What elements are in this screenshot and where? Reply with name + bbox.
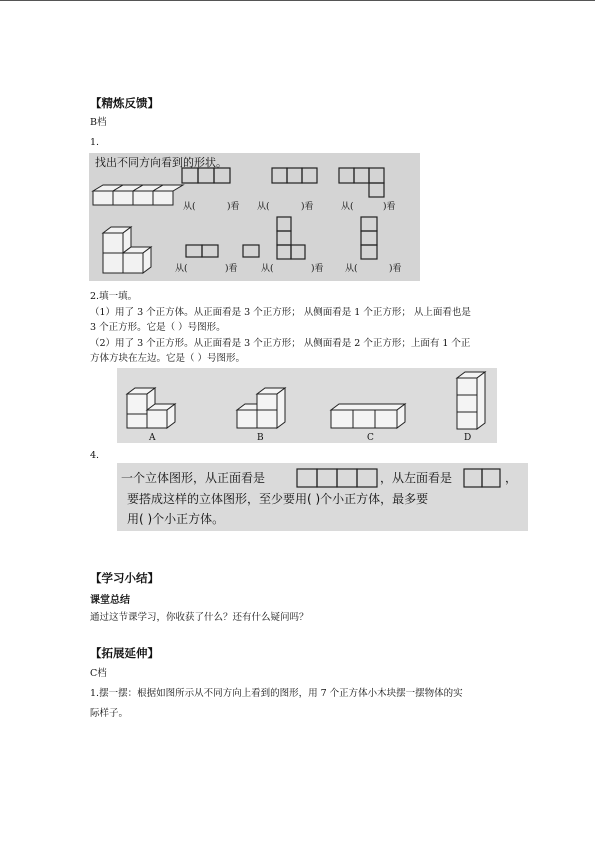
q4-line3: 用( )个小正方体。 (127, 512, 225, 526)
question-2-photo-drawing (117, 368, 497, 443)
option-d-label: D (464, 433, 472, 443)
q1-label-r1-c: 从( (257, 202, 270, 212)
q1-label-r1-a: 从( (183, 202, 196, 212)
extension-question-line-2: 际样子。 (90, 708, 129, 719)
q1-label-r2-f: )看 (389, 264, 402, 274)
page-top-rule (0, 0, 595, 1)
question-2-options-image (117, 368, 497, 443)
question-1-photo-drawing (89, 153, 420, 281)
summary-subtitle: 课堂总结 (90, 595, 130, 606)
section-heading-practice: 【精炼反馈】 (90, 96, 159, 110)
q1-label-r1-d: )看 (301, 202, 314, 212)
question-2-title: 2.填一填。 (90, 291, 138, 302)
q4-line2: 要搭成这样的立体图形，至少要用( )个小正方体，最多要 (127, 492, 429, 506)
question-4-number: 4. (90, 450, 100, 461)
q1-label-r1-e: 从( (341, 202, 354, 212)
option-a-label: A (149, 433, 156, 443)
question-1-number: 1. (90, 137, 100, 148)
summary-text: 通过这节课学习，你收获了什么？还有什么疑问吗？ (90, 612, 309, 623)
option-b-label: B (257, 433, 264, 443)
option-c-label: C (367, 433, 374, 443)
level-label-b: B档 (90, 117, 107, 128)
q1-label-r2-e: 从( (345, 264, 358, 274)
section-heading-extension: 【拓展延伸】 (90, 646, 159, 660)
q4-line1-c: ， (505, 471, 518, 485)
level-label-c: C档 (90, 668, 107, 679)
q1-label-r2-d: )看 (311, 264, 324, 274)
question-4-image (117, 463, 528, 531)
q1-label-r1-f: )看 (383, 202, 396, 212)
q4-line1-b: ，从左面看是 (380, 471, 453, 485)
q1-instruction: 找出不同方向看到的形状。 (95, 156, 227, 169)
question-4-photo-drawing (117, 463, 528, 531)
q1-label-r2-b: )看 (225, 264, 238, 274)
extension-question-line-1: 1.摆一摆：根据如图所示从不同方向上看到的图形，用 7 个正方体小木块摆一摆物体的实 (90, 688, 463, 699)
question-1-image (89, 153, 420, 281)
q1-label-r2-a: 从( (175, 264, 188, 274)
q1-label-r2-c: 从( (261, 264, 274, 274)
q4-line1-a: 一个立体图形，从正面看是 (121, 471, 266, 485)
section-heading-summary: 【学习小结】 (90, 571, 159, 585)
question-2-line-3: （2）用了 3 个正方形。从正面看是 3 个正方形； 从侧面看是 2 个正方形；上面有 1 个正 (90, 338, 471, 349)
q1-label-r1-b: )看 (227, 202, 240, 212)
question-2-line-1: （1）用了 3 个正方体。从正面看是 3 个正方形； 从侧面看是 1 个正方形； 从上面看也是 (90, 307, 471, 318)
question-2-line-4: 方体方块在左边。它是（ ）号图形。 (90, 353, 246, 364)
question-2-line-2: 3 个正方形。它是（ ）号图形。 (90, 322, 226, 333)
